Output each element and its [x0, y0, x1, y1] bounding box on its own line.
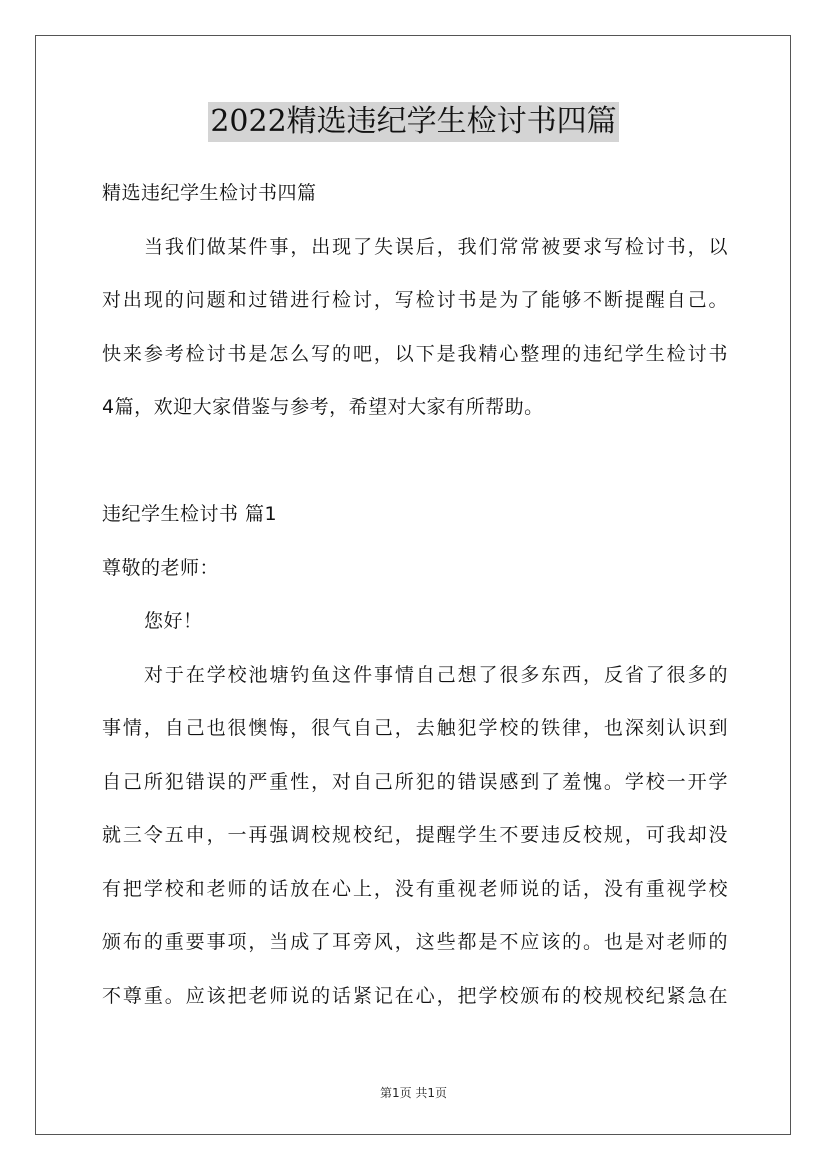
paragraph-line: 快来参考检讨书是怎么写的吧，以下是我精心整理的违纪学生检讨书 [102, 342, 728, 365]
section-heading: 违纪学生检讨书 篇1 [102, 503, 278, 525]
paragraph-line: 有把学校和老师的话放在心上，没有重视老师说的话，没有重视学校 [102, 877, 728, 900]
document-title: 2022精选违纪学生检讨书四篇 [208, 102, 618, 142]
blank-line [102, 443, 728, 497]
paragraph-line: 对出现的问题和过错进行检讨，写检讨书是为了能够不断提醒自己。 [102, 289, 728, 311]
subtitle-line: 精选违纪学生检讨书四篇 [102, 182, 317, 204]
paragraph-line: 颁布的重要事项，当成了耳旁风，这些都是不应该的。也是对老师的 [102, 931, 728, 953]
document-body [102, 175, 728, 1031]
paragraph-line: 4篇，欢迎大家借鉴与参考，希望对大家有所帮助。 [102, 396, 544, 418]
paragraph-line: 就三令五申，一再强调校规校纪，提醒学生不要违反校规，可我却没 [102, 824, 728, 846]
title-container [0, 102, 827, 142]
paragraph-line: 对于在学校池塘钓鱼这件事情自己想了很多东西，反省了很多的 [144, 663, 728, 686]
paragraph-line: 事情，自己也很懊悔，很气自己，去触犯学校的铁律，也深刻认识到 [102, 717, 728, 739]
page-footer: 第1页 共1页 [379, 1086, 448, 1100]
greeting-line: 您好！ [144, 610, 203, 632]
paragraph-line: 自己所犯错误的严重性，对自己所犯的错误感到了羞愧。学校一开学 [102, 770, 728, 793]
paragraph-line: 不尊重。应该把老师说的话紧记在心，把学校颁布的校规校纪紧急在 [102, 984, 728, 1007]
paragraph-line: 当我们做某件事，出现了失误后，我们常常被要求写检讨书，以 [144, 235, 728, 258]
salutation-line: 尊敬的老师： [102, 556, 220, 579]
